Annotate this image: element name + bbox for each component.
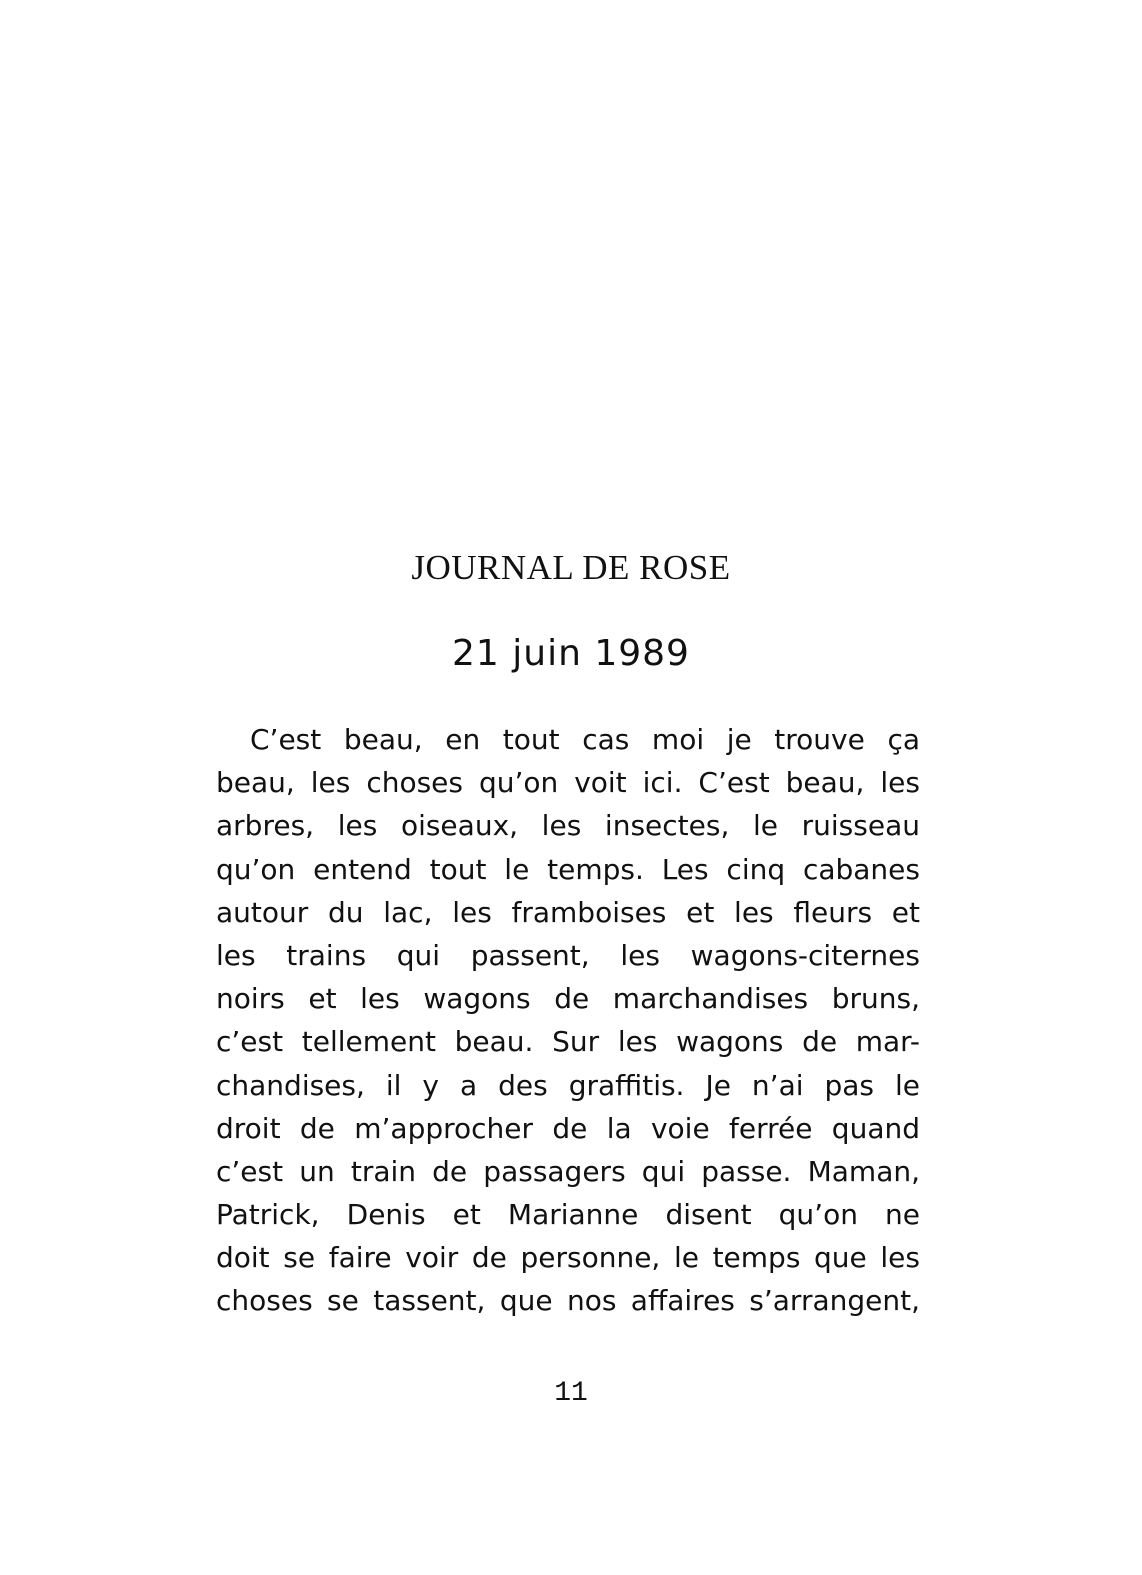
body-paragraph — [216, 718, 920, 1323]
text-line: les trains qui passent, les wagons-citernes — [216, 938, 920, 972]
text-line: doit se faire voir de personne, le temps que les — [216, 1241, 920, 1275]
text-line: Patrick, Denis et Marianne disent qu’on ne — [216, 1198, 920, 1232]
text-line: c’est un train de passagers qui passe. Maman, — [216, 1154, 920, 1188]
text-line: arbres, les oiseaux, les insectes, le ruisseau — [216, 809, 920, 843]
text-line: qu’on entend tout le temps. Les cinq cabanes — [216, 852, 920, 886]
page-number: 11 — [554, 1378, 588, 1409]
text-line: autour du lac, les framboises et les fleurs et — [216, 895, 920, 929]
text-line: c’est tellement beau. Sur les wagons de mar- — [216, 1025, 920, 1059]
entry-date: 21 juin 1989 — [452, 633, 690, 674]
chapter-title: JOURNAL DE ROSE — [411, 548, 731, 587]
text-line: droit de m’approcher de la voie ferrée quand — [216, 1111, 920, 1145]
text-line: C’est beau, en tout cas moi je trouve ça — [250, 723, 920, 756]
text-line: chandises, il y a des graffitis. Je n’ai pas le — [216, 1068, 920, 1102]
text-line: choses se tassent, que nos affaires s’arrangent, — [216, 1284, 920, 1318]
text-line: beau, les choses qu’on voit ici. C’est beau, les — [216, 766, 920, 800]
text-line: noirs et les wagons de marchandises bruns, — [216, 982, 920, 1016]
